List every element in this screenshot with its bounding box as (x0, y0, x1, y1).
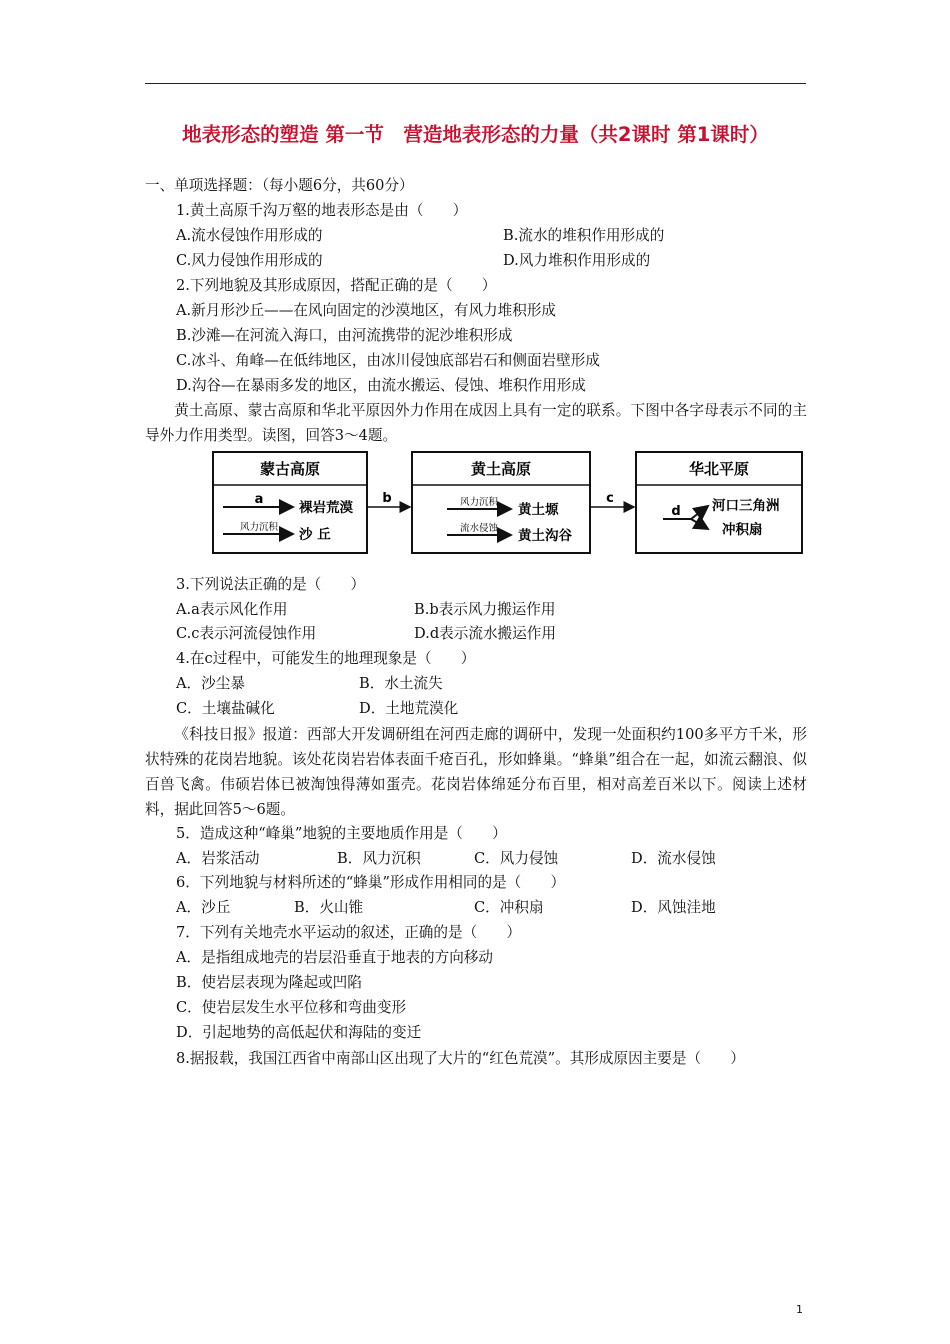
q5-option-a: A．岩浆活动 (176, 850, 260, 867)
q7-option-a: A．是指组成地壳的岩层沿垂直于地表的方向移动 (176, 949, 494, 966)
q2-option-c: C.冰斗、角峰—在低纬地区，由冰川侵蚀底部岩石和侧面岩壁形成 (176, 352, 600, 369)
q3-option-d: D.d表示流水搬运作用 (414, 625, 556, 642)
box3-title: 华北平原 (688, 460, 750, 478)
q6-option-a: A．沙丘 (176, 899, 231, 916)
q3-option-b: B.b表示风力搬运作用 (414, 601, 556, 618)
q2-stem: 2.下列地貌及其形成原因，搭配正确的是（ ） (176, 277, 497, 294)
q6-option-d: D．风蚀洼地 (631, 899, 716, 916)
q8-stem: 8.据报载，我国江西省中南部山区出现了大片的“红色荒漠”。其形成原因主要是（ ） (176, 1050, 745, 1067)
q3-option-c: C.c表示河流侵蚀作用 (176, 625, 317, 642)
q7-option-d: D．引起地势的高低起伏和海陆的变迁 (176, 1024, 422, 1041)
q4-option-c: C．土壤盐碱化 (176, 700, 275, 717)
q7-option-b: B．使岩层表现为隆起或凹陷 (176, 974, 362, 991)
label-c: c (606, 491, 614, 506)
q5-option-d: D．流水侵蚀 (631, 850, 716, 867)
q7-option-c: C．使岩层发生水平位移和弯曲变形 (176, 999, 407, 1016)
q1-option-a: A.流水侵蚀作用形成的 (176, 227, 323, 244)
box2-arrow2-label: 流水侵蚀 (459, 523, 499, 534)
box3-item-alluvial-fan: 冲积扇 (722, 522, 763, 538)
q2-option-a: A.新月形沙丘——在风向固定的沙漠地区，有风力堆积形成 (176, 302, 557, 319)
q6-stem: 6．下列地貌与材料所述的“蜂巢”形成作用相同的是（ ） (176, 874, 566, 891)
q4-stem: 4.在c过程中，可能发生的地理现象是（ ） (176, 650, 476, 667)
box2-item-loess-gully: 黄土沟谷 (518, 528, 572, 544)
box2-arrow1-label: 风力沉积 (459, 497, 499, 508)
q6-option-b: B．火山锥 (294, 899, 364, 916)
landform-flow-diagram (211, 449, 805, 557)
box1-item-dunes: 沙 丘 (299, 527, 331, 543)
section-heading: 一、单项选择题：（每小题6分，共60分） (145, 177, 414, 194)
q4-option-a: A．沙尘暴 (176, 675, 245, 692)
q2-option-b: B.沙滩—在河流入海口，由河流携带的泥沙堆积形成 (176, 327, 513, 344)
q1-option-b: B.流水的堆积作用形成的 (503, 227, 665, 244)
q4-option-d: D．土地荒漠化 (359, 700, 459, 717)
q4-option-b: B．水土流失 (359, 675, 443, 692)
box1-arrow2-label: 风力沉积 (239, 522, 279, 533)
box1-title: 蒙古高原 (259, 460, 321, 478)
label-a: a (254, 492, 264, 507)
label-b: b (382, 491, 392, 506)
q3-stem: 3.下列说法正确的是（ ） (176, 576, 366, 593)
q2-option-d: D.沟谷—在暴雨多发的地区，由流水搬运、侵蚀、堆积作用形成 (176, 377, 586, 394)
q6-option-c: C．冲积扇 (474, 899, 544, 916)
header-rule (145, 83, 806, 84)
q5-stem: 5．造成这种“峰巢”地貌的主要地质作用是（ ） (176, 825, 507, 842)
box2-title: 黄土高原 (470, 460, 532, 478)
q1-option-d: D.风力堆积作用形成的 (503, 252, 651, 269)
box1-item-bare-rock-desert: 裸岩荒漠 (299, 500, 353, 516)
q1-stem: 1.黄土高原千沟万壑的地表形态是由（ ） (176, 202, 468, 219)
q7-stem: 7．下列有关地壳水平运动的叙述，正确的是（ ） (176, 924, 521, 941)
q1-option-c: C.风力侵蚀作用形成的 (176, 252, 323, 269)
intro-q5-q6: 《科技日报》报道：西部大开发调研组在河西走廊的调研中，发现一处面积约100多平方千米，形状特殊的花岗岩地貌。该处花岗岩岩体表面千疮百孔，形如蜂巢。“蜂巢”组合在一起，如流云翻浪、似百兽飞禽。伟硕岩体已被淘蚀得薄如蛋壳。花岗岩体绵延分布百里，相对高差百米以下。阅读上述材料，据此回答5～6题。 (145, 726, 807, 818)
page-number: 1 (796, 1303, 803, 1316)
box2-item-loess-tableland: 黄土塬 (518, 502, 559, 518)
intro-q3-q4: 黄土高原、蒙古高原和华北平原因外力作用在成因上具有一定的联系。下图中各字母表示不同的主导外力作用类型。读图，回答3～4题。 (145, 402, 807, 444)
q5-option-c: C．风力侵蚀 (474, 850, 559, 867)
page-title: 地表形态的塑造 第一节 营造地表形态的力量（共2课时 第1课时） (182, 123, 769, 146)
q3-option-a: A.a表示风化作用 (176, 601, 288, 618)
box3-item-delta: 河口三角洲 (712, 498, 780, 514)
q5-option-b: B．风力沉积 (337, 850, 421, 867)
label-d: d (671, 504, 681, 519)
